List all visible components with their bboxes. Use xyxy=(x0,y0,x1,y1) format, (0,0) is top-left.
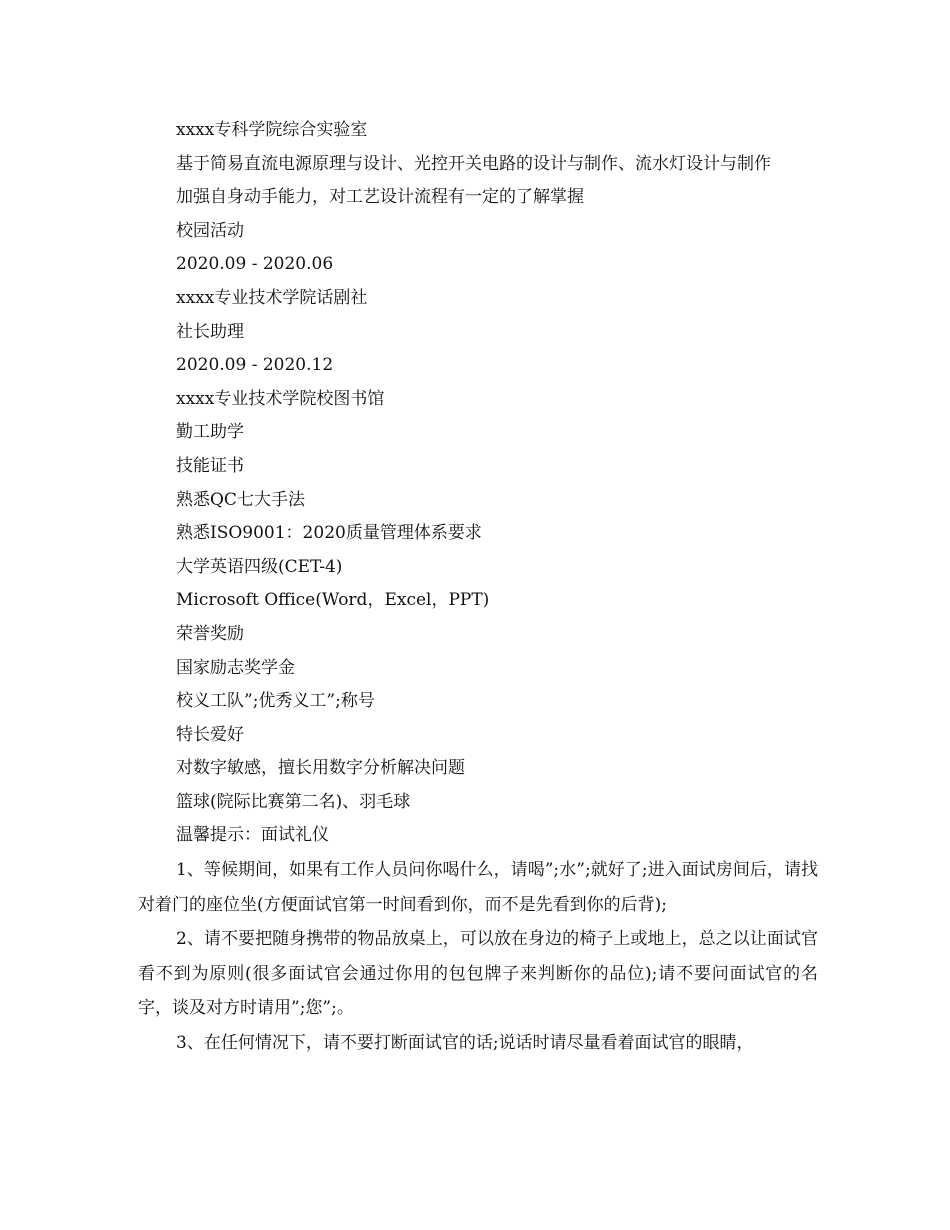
section-heading-tips: 温馨提示：面试礼仪 xyxy=(176,825,329,846)
activity-date-2: 2020.09 - 2020.12 xyxy=(176,355,334,376)
lab-name: xxxx专科学院综合实验室 xyxy=(176,120,368,140)
section-heading-hobbies: 特长爱好 xyxy=(176,724,244,745)
lab-outcome: 加强自身动手能力，对工艺设计流程有一定的了解掌握 xyxy=(176,187,584,208)
certificate-item: Microsoft Office(Word，Excel，PPT) xyxy=(176,590,490,611)
tip-paragraph-3: 3、在任何情况下，请不要打断面试官的话;说话时请尽量看着面试官的眼睛， xyxy=(176,1032,754,1053)
section-heading-honors: 荣誉奖励 xyxy=(176,623,244,644)
activity-role-2: 勤工助学 xyxy=(176,422,244,443)
honor-item: 国家励志奖学金 xyxy=(176,657,295,678)
certificate-item: 熟悉ISO9001：2020质量管理体系要求 xyxy=(176,523,482,544)
certificate-item: 大学英语四级(CET-4) xyxy=(176,556,343,577)
lab-description: 基于简易直流电源原理与设计、光控开关电路的设计与制作、流水灯设计与制作 xyxy=(176,153,771,174)
section-heading-campus-activities: 校园活动 xyxy=(176,220,244,241)
tip-paragraph-1: 1、等候期间，如果有工作人员问你喝什么，请喝”;水”;就好了;进入面试房间后，请找对着门的座位坐(方便面试官第一时间看到你，而不是先看到你的后背); xyxy=(138,860,818,915)
activity-org-2: xxxx专业技术学院校图书馆 xyxy=(176,388,385,409)
honor-item: 校义工队”;优秀义工”;称号 xyxy=(176,691,375,712)
hobby-item: 篮球(院际比赛第二名)、羽毛球 xyxy=(176,791,411,812)
activity-org-1: xxxx专业技术学院话剧社 xyxy=(176,287,368,308)
certificate-item: 熟悉QC七大手法 xyxy=(176,489,305,510)
hobby-item: 对数字敏感，擅长用数字分析解决问题 xyxy=(176,758,465,779)
activity-role-1: 社长助理 xyxy=(176,321,244,342)
activity-date-1: 2020.09 - 2020.06 xyxy=(176,254,334,275)
document-body xyxy=(138,114,818,1060)
tip-paragraph-2: 2、请不要把随身携带的物品放桌上，可以放在身边的椅子上或地上，总之以让面试官看不到为原则(很多面试官会通过你用的包包牌子来判断你的品位);请不要问面试官的名字，谈及对方时请用”;您”;。 xyxy=(138,929,818,1019)
section-heading-certificates: 技能证书 xyxy=(176,455,244,476)
